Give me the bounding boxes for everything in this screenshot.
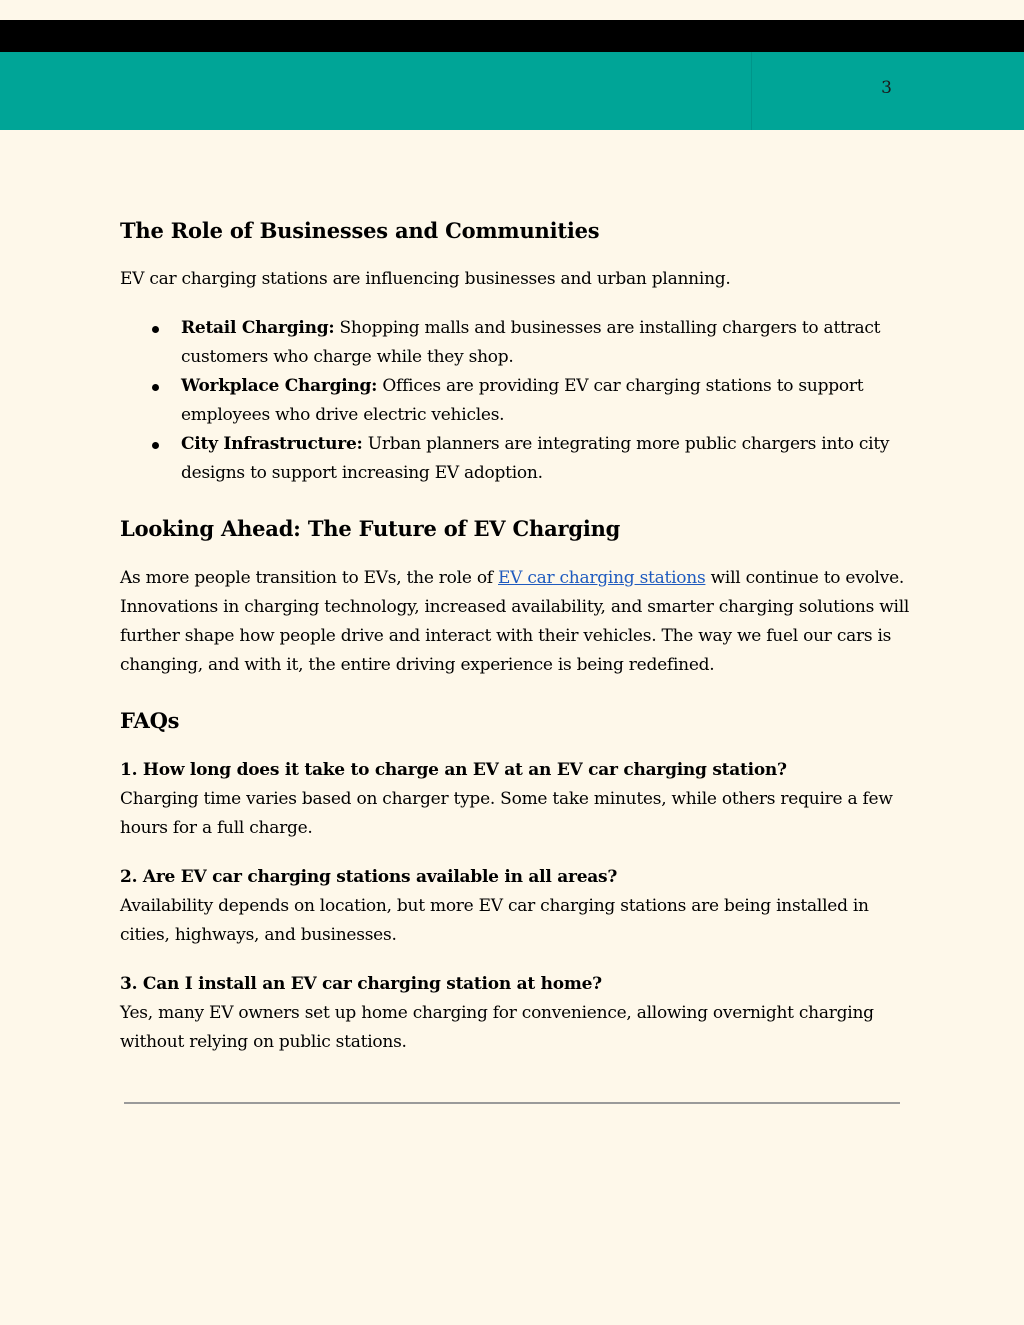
page-number: 3	[881, 78, 892, 98]
bullet-text: Offices are providing EV car charging stations to support employees who drive electric vehicles.	[181, 376, 864, 425]
faq-question: 1. How long does it take to charge an EV at an EV car charging station?	[120, 760, 787, 780]
bullet-icon	[152, 326, 159, 333]
header-band-divider	[751, 52, 752, 130]
faq-answer: Availability depends on location, but more EV car charging stations are being installed in cities, highways, and businesses.	[120, 896, 869, 945]
future-text-after-link: will continue to evolve. Innovations in charging technology, increased availability, and smarter charging solutions will further shape how people drive and interact with their vehicles. The way we fuel our cars is changing, and with it, the entire driving experience is being redefined.	[120, 568, 910, 675]
ev-charging-stations-link[interactable]: EV car charging stations	[498, 568, 706, 588]
bullet-icon	[152, 384, 159, 391]
faq-item	[120, 970, 910, 1057]
role-intro-paragraph: EV car charging stations are influencing businesses and urban planning.	[120, 269, 731, 289]
bullet-label: Workplace Charging:	[181, 376, 378, 396]
document-body	[120, 218, 910, 1057]
list-item	[120, 314, 910, 372]
list-item	[120, 372, 910, 430]
bullet-label: City Infrastructure:	[181, 434, 363, 454]
bullet-icon	[152, 442, 159, 449]
faq-item	[120, 756, 910, 843]
header-black-band	[0, 20, 1024, 52]
faq-answer: Yes, many EV owners set up home charging for convenience, allowing overnight charging without relying on public stations.	[120, 1003, 874, 1052]
list-item	[120, 430, 910, 488]
future-text-before-link: As more people transition to EVs, the role of	[120, 568, 498, 588]
heading-faqs: FAQs	[120, 708, 180, 733]
role-bullet-list	[120, 314, 910, 488]
faq-entry	[120, 970, 910, 1057]
faq-entry	[120, 756, 910, 843]
heading-future-of-ev-charging: Looking Ahead: The Future of EV Charging	[120, 516, 621, 541]
bullet-label: Retail Charging:	[181, 318, 335, 338]
faq-answer: Charging time varies based on charger type. Some take minutes, while others require a few hours for a full charge.	[120, 789, 893, 838]
horizontal-divider	[124, 1102, 900, 1104]
faq-question: 2. Are EV car charging stations available in all areas?	[120, 867, 618, 887]
header-teal-band	[0, 52, 1024, 130]
faq-question: 3. Can I install an EV car charging station at home?	[120, 974, 602, 994]
bullet-text: Urban planners are integrating more public chargers into city designs to support increasing EV adoption.	[181, 434, 890, 483]
bullet-text: Shopping malls and businesses are installing chargers to attract customers who charge while they shop.	[181, 318, 881, 367]
faq-entry	[120, 863, 910, 950]
faq-item	[120, 863, 910, 950]
future-paragraph	[120, 564, 910, 680]
heading-role-of-businesses: The Role of Businesses and Communities	[120, 218, 600, 243]
